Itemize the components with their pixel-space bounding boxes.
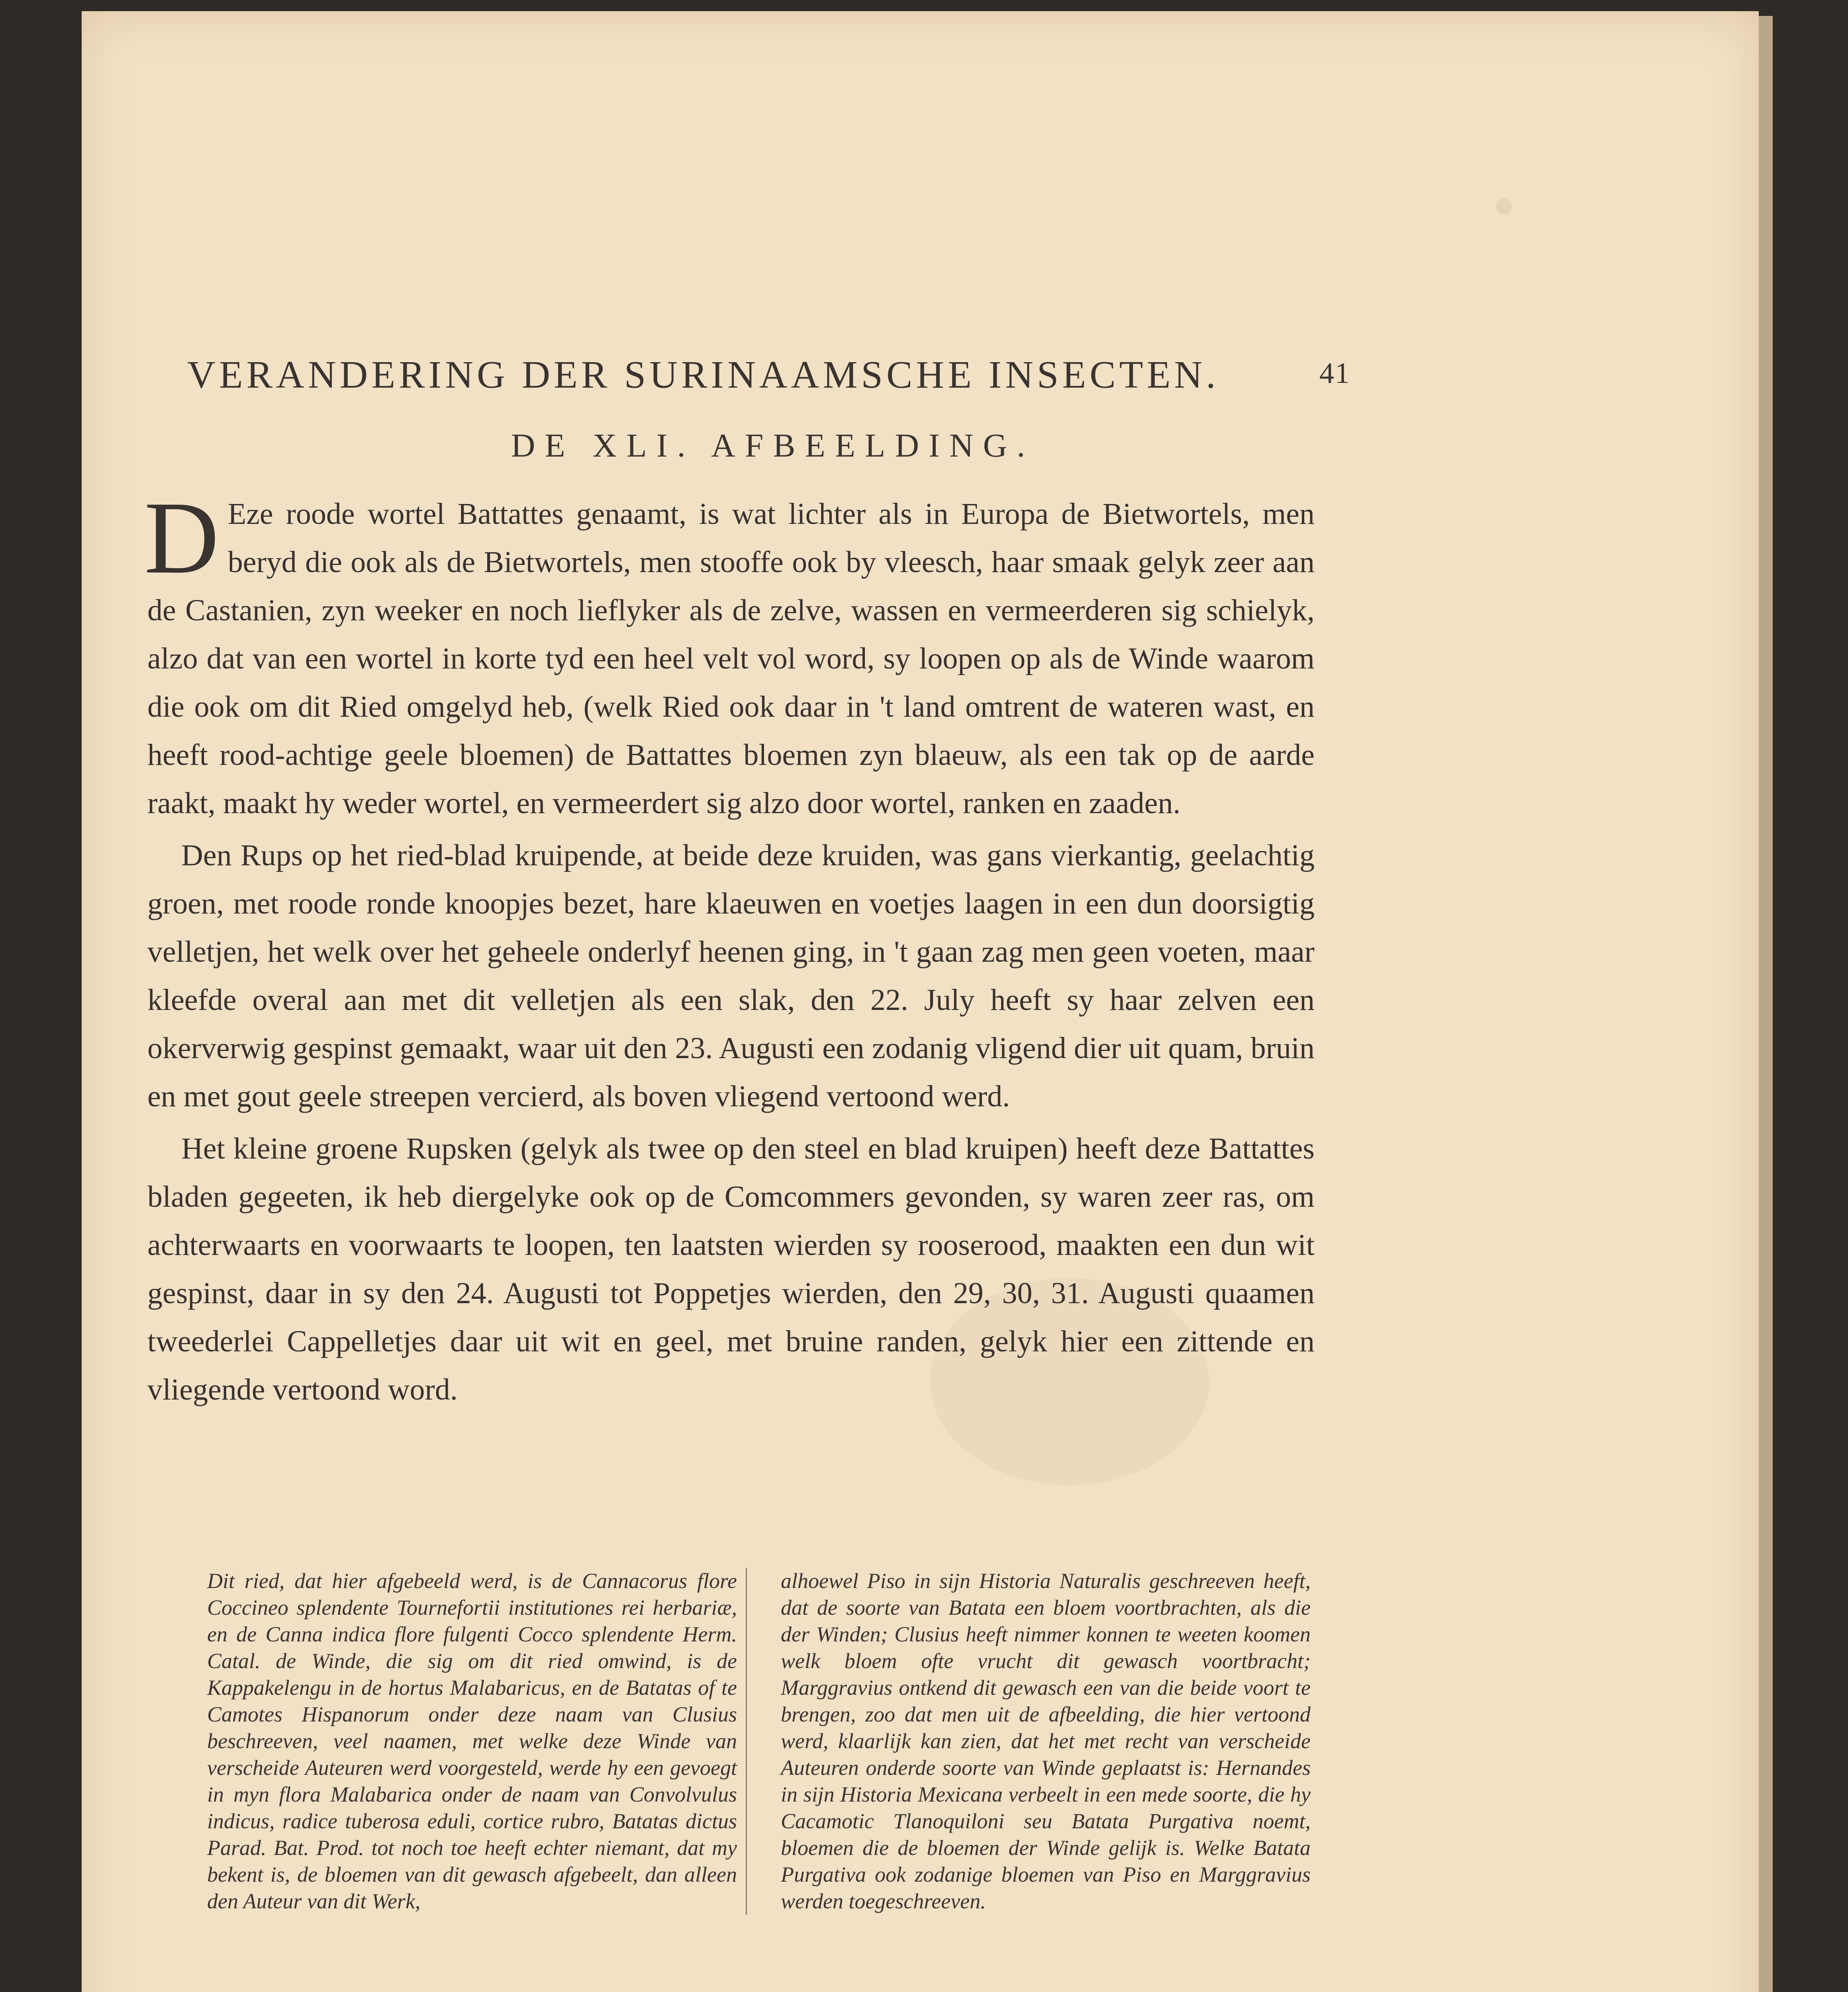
page-number: 41 (1319, 357, 1350, 390)
paper-stain (1496, 198, 1512, 214)
footnotes (207, 1568, 1311, 1915)
footnote-right-column: alhoewel Piso in sijn Historia Naturalis geschreeven heeft, dat de soorte van Batata een bloem voortbrachten, als die der Winden; Clusius heeft nimmer konnen te weeten koomen welk bloem ofte vrucht dit gewasch voortbracht; Marggravius ontkend dit gewasch een van die beide voort te brengen, zoo dat men uit de afbeelding, die hier vertoond werd, klaarlijk kan zien, dat het met recht van verscheide Auteuren onderde soorte van Winde geplaatst is: Hernandes in sijn Historia Mexicana verbeelt in een mede soorte, die hy Cacamotic Tlanoquiloni seu Batata Purgativa noemt, bloemen die de bloemen der Winde gelijk is. Welke Batata Purgativa ook zodanige bloemen van Piso en Marggravius werden toegeschreeven. (781, 1569, 1311, 1913)
paragraph-text: Eze roode wortel Battattes genaamt, is wat lichter als in Europa de Bietwortels, men beryd die ook als de Bietwortels, men stooffe ook by vleesch, haar smaak gelyk zeer aan de Castanien, zyn weeker en noch lieflyker als de zelve, wassen en vermeerderen sig schielyk, alzo dat van een wortel in korte tyd een heel velt vol word, sy loopen op als de Winde waarom die ook om dit Ried omgelyd heb, (welk Ried ook daar in 't land omtrent de wateren wast, en heeft rood-achtige geele bloemen) de Battattes bloemen zyn blaeuw, als een tak op de aarde raakt, maakt hy weder wortel, en vermeerdert sig alzo door wortel, ranken en zaaden. (147, 497, 1315, 820)
footnote-left-column: Dit ried, dat hier afgebeeld werd, is de Cannacorus flore Coccineo splendente Tournefortii institutiones rei herbariæ, en de Canna indica flore fulgenti Cocco splendente Herm. Catal. de Winde, die sig om dit ried omwind, is de Kappakelengu in de hortus Malabaricus, en de Batatas of te Camotes Hispanorum onder deze naam van Clusius beschreeven, veel naamen, met welke deze Winde van verscheide Auteuren werd voorgesteld, werde hy een gevoegt in myn flora Malabarica onder de naam van Convolvulus indicus, radice tuberosa eduli, cortice rubro, Batatas dictus Parad. Bat. Prod. tot noch toe heeft echter niemant, dat my bekent is, de bloemen van dit gewasch afgebeelt, dan alleen den Auteur van dit Werk, (207, 1568, 747, 1915)
drop-cap: D (144, 480, 219, 595)
running-header (187, 353, 1350, 397)
paragraph (144, 480, 1315, 827)
plate-heading: DE XLI. AFBEELDING. (511, 427, 1035, 464)
running-title: VERANDERING DER SURINAAMSCHE INSECTEN. (187, 353, 1219, 396)
paragraph: Het kleine groene Rupsken (gelyk als twee op den steel en blad kruipen) heeft deze Battattes bladen gegeeten, ik heb diergelyke ook op de Comcommers gevonden, sy waren zeer ras, om achterwaarts en voorwaarts te loopen, ten laatsten wierden sy rooserood, maakten een dun wit gespinst, daar in sy den 24. Augusti tot Poppetjes wierden, den 29, 30, 31. Augusti quaamen tweederlei Cappelletjes daar uit wit en geel, met bruine randen, gelyk hier een zittende en vliegende vertoond word. (147, 1132, 1315, 1406)
main-text (144, 480, 1315, 1418)
paragraph: Den Rups op het ried-blad kruipende, at beide deze kruiden, was gans vierkantig, geelachtig groen, met roode ronde knoopjes bezet, hare klaeuwen en voetjes laagen in een dun doorsigtig velletjen, het welk over het geheele onderlyf heenen ging, in 't gaan zag men geen voeten, maar kleefde overal aan met dit velletjen als een slak, den 22. July heeft sy haar zelven een okerverwig gespinst gemaakt, waar uit den 23. Augusti een zodanig vligend dier uit quam, bruin en met gout geele streepen vercierd, als boven vliegend vertoond werd. (147, 839, 1315, 1113)
